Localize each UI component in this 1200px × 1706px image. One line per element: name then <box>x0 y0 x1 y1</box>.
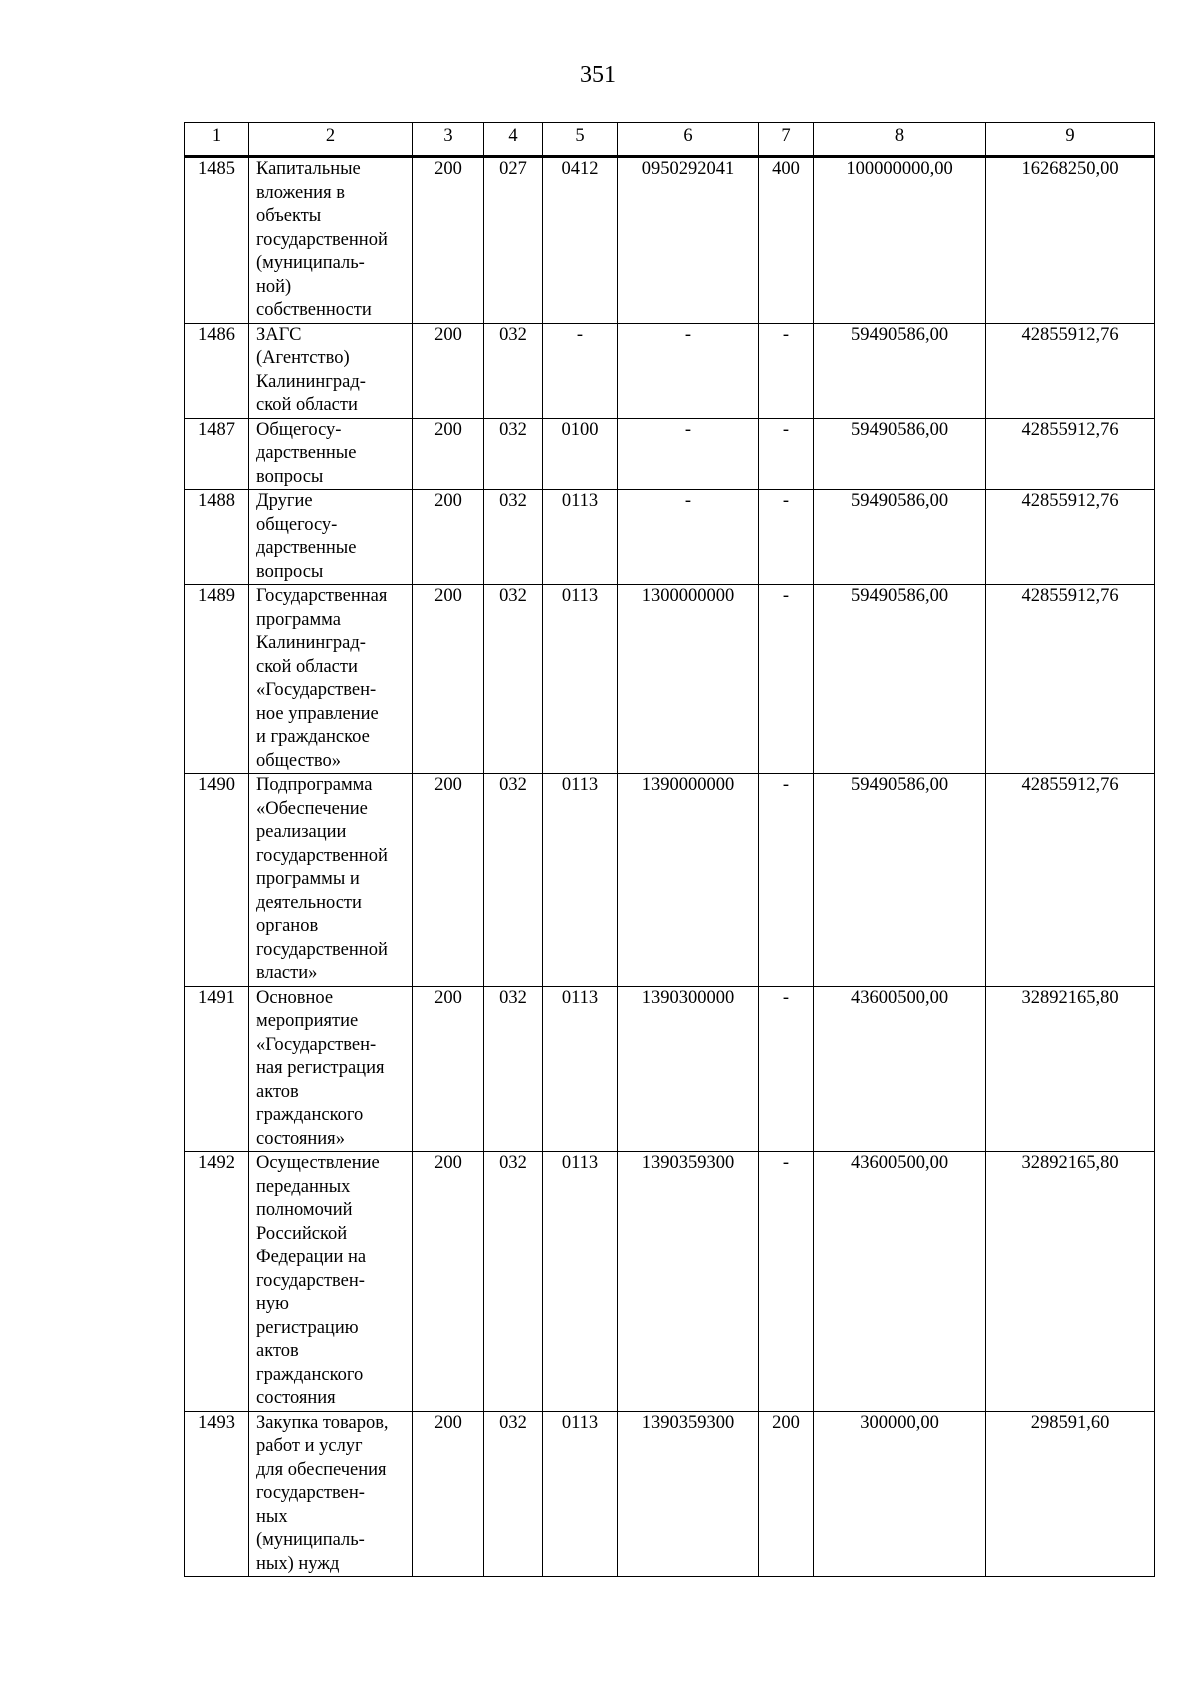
table-row <box>185 1411 1155 1577</box>
description-line: «Государствен- <box>256 680 377 700</box>
code-cell: 032 <box>484 774 543 987</box>
description-line: общегосу- <box>256 514 338 535</box>
code-cell: 200 <box>413 323 484 418</box>
code-cell: 1300000000 <box>618 585 759 774</box>
code-cell: 032 <box>484 1411 543 1577</box>
table-row <box>185 490 1155 585</box>
description-line: работ и услуг <box>256 1436 363 1456</box>
amount-cell: 42855912,76 <box>986 774 1155 987</box>
code-cell: 200 <box>413 1152 484 1412</box>
code-cell: 027 <box>484 157 543 324</box>
description-line: актов <box>256 1081 299 1102</box>
description-line: «Государствен- <box>256 1034 377 1055</box>
table-row <box>185 986 1155 1152</box>
description-line: «Обеспечение <box>256 798 368 819</box>
description-cell <box>249 986 413 1152</box>
amount-cell: 59490586,00 <box>814 585 986 774</box>
amount-cell: 42855912,76 <box>986 585 1155 774</box>
description-line: государствен- <box>256 1270 365 1291</box>
row-number-cell: 1490 <box>185 774 249 987</box>
description-line: ную <box>256 1294 289 1314</box>
description-line: объекты <box>256 206 322 226</box>
code-cell: 0100 <box>543 418 618 490</box>
code-cell: - <box>543 323 618 418</box>
amount-cell: 42855912,76 <box>986 323 1155 418</box>
amount-cell: 298591,60 <box>986 1411 1155 1577</box>
code-cell: 0113 <box>543 1152 618 1412</box>
description-line: ЗАГС <box>256 324 302 345</box>
page-number: 351 <box>580 62 616 88</box>
column-number-row <box>185 123 1155 157</box>
amount-cell: 43600500,00 <box>814 1152 986 1412</box>
description-line: Общегосу- <box>256 419 342 440</box>
description-line: Калининград- <box>256 371 366 392</box>
code-cell: 200 <box>413 1411 484 1577</box>
description-line: Подпрограмма <box>256 775 373 795</box>
description-line: состояния <box>256 1388 336 1408</box>
code-cell: 200 <box>413 418 484 490</box>
description-line: (муниципаль- <box>256 1530 365 1550</box>
description-line: Федерации на <box>256 1247 367 1267</box>
code-cell: 0113 <box>543 585 618 774</box>
description-line: собственности <box>256 300 372 320</box>
code-cell: 032 <box>484 418 543 490</box>
description-line: ная регистрация <box>256 1058 385 1078</box>
description-line: государствен- <box>256 1483 365 1503</box>
description-line: ной) <box>256 276 292 297</box>
description-line: органов <box>256 916 319 936</box>
code-cell: - <box>759 986 814 1152</box>
code-cell: 200 <box>413 585 484 774</box>
row-number-cell: 1486 <box>185 323 249 418</box>
column-number: 6 <box>618 123 759 157</box>
column-number: 2 <box>249 123 413 157</box>
description-cell <box>249 157 413 324</box>
code-cell: 1390300000 <box>618 986 759 1152</box>
description-line: программа <box>256 609 341 630</box>
description-line: вопросы <box>256 561 324 582</box>
description-line: для обеспечения <box>256 1459 387 1480</box>
description-line: (Агентство) <box>256 348 350 368</box>
description-line: программы и <box>256 869 360 889</box>
code-cell: - <box>618 323 759 418</box>
code-cell: - <box>759 490 814 585</box>
table-body <box>185 123 1155 1577</box>
code-cell: 400 <box>759 157 814 324</box>
code-cell: 1390359300 <box>618 1152 759 1412</box>
description-line: Основное <box>256 987 334 1008</box>
description-line: Осуществление <box>256 1153 380 1173</box>
description-cell <box>249 490 413 585</box>
code-cell: 032 <box>484 585 543 774</box>
description-cell <box>249 1152 413 1412</box>
description-cell <box>249 323 413 418</box>
code-cell: - <box>759 1152 814 1412</box>
description-cell <box>249 585 413 774</box>
description-line: Другие <box>256 491 313 511</box>
table-row <box>185 157 1155 324</box>
code-cell: - <box>759 323 814 418</box>
code-cell: 032 <box>484 490 543 585</box>
code-cell: 1390000000 <box>618 774 759 987</box>
code-cell: 032 <box>484 323 543 418</box>
description-line: Российской <box>256 1223 348 1244</box>
table-row <box>185 585 1155 774</box>
description-line: Калининград- <box>256 633 366 653</box>
description-line: вопросы <box>256 466 324 487</box>
code-cell: 200 <box>413 774 484 987</box>
column-number: 9 <box>986 123 1155 157</box>
code-cell: 0412 <box>543 157 618 324</box>
row-number-cell: 1488 <box>185 490 249 585</box>
description-line: вложения в <box>256 182 345 203</box>
description-line: ской области <box>256 395 358 415</box>
description-line: (муниципаль- <box>256 253 365 273</box>
code-cell: 200 <box>413 157 484 324</box>
description-line: ное управление <box>256 703 379 724</box>
table-row <box>185 774 1155 987</box>
description-line: и гражданское <box>256 727 370 747</box>
code-cell: 0113 <box>543 986 618 1152</box>
column-number: 4 <box>484 123 543 157</box>
description-line: государственной <box>256 845 388 866</box>
description-line: актов <box>256 1341 299 1361</box>
code-cell: 200 <box>413 490 484 585</box>
code-cell: 200 <box>413 986 484 1152</box>
budget-table <box>184 122 1155 1577</box>
row-number-cell: 1493 <box>185 1411 249 1577</box>
description-line: государственной <box>256 229 388 250</box>
code-cell: - <box>759 774 814 987</box>
row-number-cell: 1491 <box>185 986 249 1152</box>
row-number-cell: 1492 <box>185 1152 249 1412</box>
description-line: гражданского <box>256 1105 364 1125</box>
table-row <box>185 323 1155 418</box>
description-line: власти» <box>256 963 318 983</box>
table-row <box>185 418 1155 490</box>
description-cell <box>249 774 413 987</box>
code-cell: 032 <box>484 1152 543 1412</box>
description-cell <box>249 418 413 490</box>
amount-cell: 300000,00 <box>814 1411 986 1577</box>
code-cell: 0950292041 <box>618 157 759 324</box>
row-number-cell: 1485 <box>185 157 249 324</box>
code-cell: 032 <box>484 986 543 1152</box>
description-line: дарственные <box>256 443 357 463</box>
column-number: 8 <box>814 123 986 157</box>
code-cell: 1390359300 <box>618 1411 759 1577</box>
amount-cell: 59490586,00 <box>814 490 986 585</box>
amount-cell: 59490586,00 <box>814 323 986 418</box>
amount-cell: 59490586,00 <box>814 774 986 987</box>
amount-cell: 32892165,80 <box>986 1152 1155 1412</box>
table-row <box>185 1152 1155 1412</box>
amount-cell: 42855912,76 <box>986 490 1155 585</box>
description-cell <box>249 1411 413 1577</box>
row-number-cell: 1487 <box>185 418 249 490</box>
description-line: Капитальные <box>256 159 361 179</box>
description-line: переданных <box>256 1176 351 1197</box>
amount-cell: 32892165,80 <box>986 986 1155 1152</box>
description-line: Государственная <box>256 586 388 606</box>
description-line: реализации <box>256 822 347 842</box>
description-line: ных) нужд <box>256 1553 340 1574</box>
description-line: государственной <box>256 939 388 960</box>
description-line: деятельности <box>256 892 362 913</box>
amount-cell: 43600500,00 <box>814 986 986 1152</box>
description-line: мероприятие <box>256 1011 359 1031</box>
description-line: Закупка товаров, <box>256 1412 389 1433</box>
description-line: ской области <box>256 656 358 677</box>
code-cell: - <box>618 490 759 585</box>
code-cell: - <box>759 585 814 774</box>
description-line: полномочий <box>256 1200 353 1220</box>
column-number: 3 <box>413 123 484 157</box>
description-line: состояния» <box>256 1128 345 1149</box>
column-number: 5 <box>543 123 618 157</box>
column-number: 1 <box>185 123 249 157</box>
amount-cell: 59490586,00 <box>814 418 986 490</box>
code-cell: - <box>759 418 814 490</box>
amount-cell: 42855912,76 <box>986 418 1155 490</box>
description-line: гражданского <box>256 1364 364 1385</box>
description-line: регистрацию <box>256 1317 359 1338</box>
description-line: дарственные <box>256 538 357 558</box>
code-cell: 0113 <box>543 490 618 585</box>
row-number-cell: 1489 <box>185 585 249 774</box>
code-cell: 200 <box>759 1411 814 1577</box>
description-line: общество» <box>256 750 341 771</box>
code-cell: 0113 <box>543 1411 618 1577</box>
amount-cell: 16268250,00 <box>986 157 1155 324</box>
column-number: 7 <box>759 123 814 157</box>
code-cell: 0113 <box>543 774 618 987</box>
code-cell: - <box>618 418 759 490</box>
amount-cell: 100000000,00 <box>814 157 986 324</box>
description-line: ных <box>256 1506 288 1527</box>
